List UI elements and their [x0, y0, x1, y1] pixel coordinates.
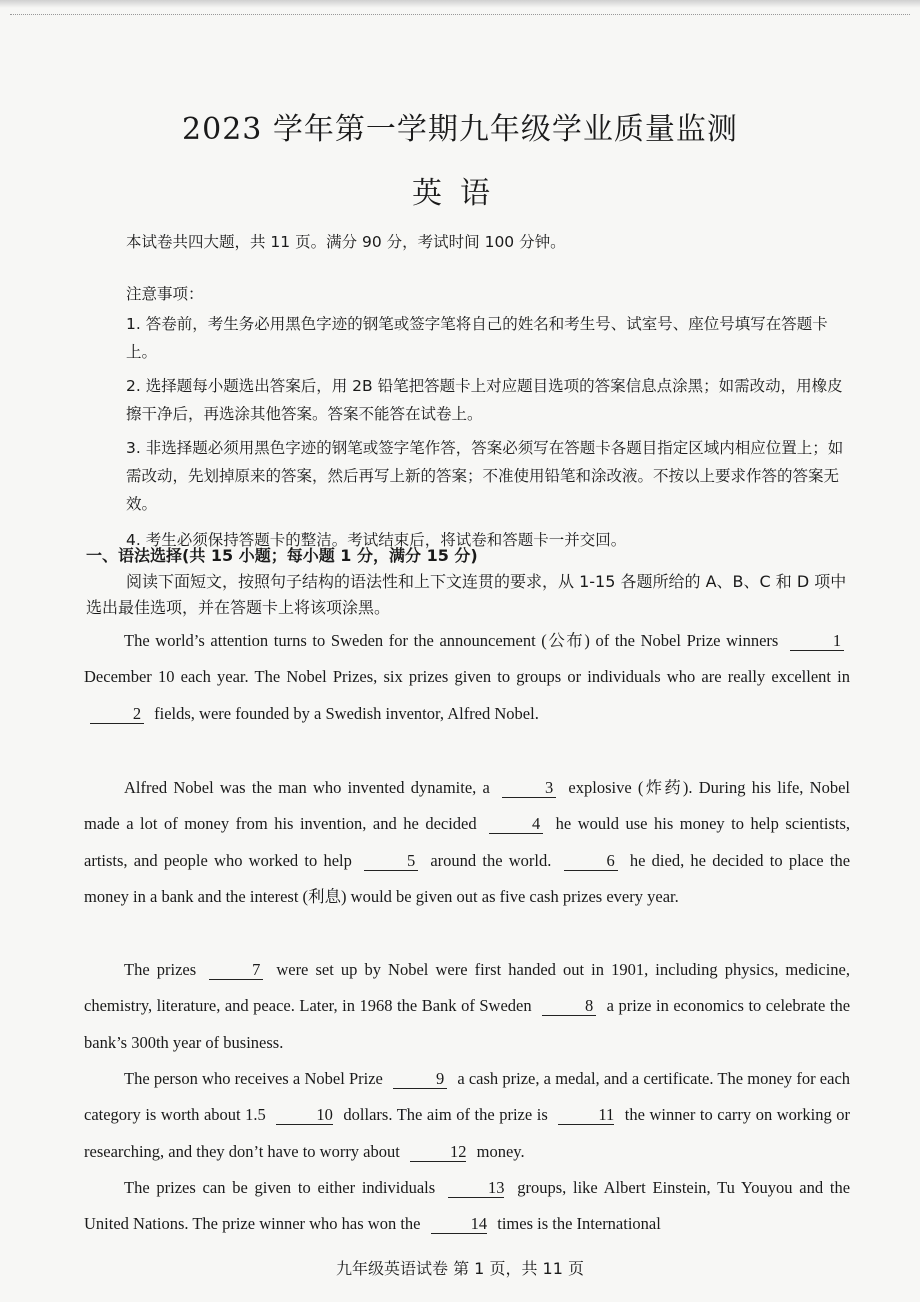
passage-text: a cash prize, a medal, and a certificate. The money for each category is worth about 1.5 [84, 1069, 851, 1125]
section-instruction-text: 阅读下面短文，按照句子结构的语法性和上下文连贯的要求，从 1-15 各题所给的 A、B、C 和 D 项中选出最佳选项，并在答题卡上将该项涂黑。 [86, 572, 847, 617]
note-item-3: 3. 非选择题必须用黑色字迹的钢笔或签字笔作答，答案必须写在答题卡各题目指定区域内相应位置上；如需改动，先划掉原来的答案，然后再写上新的答案；不准使用铅笔和涂改液。不按以上要求作答的答案无效。 [126, 439, 844, 513]
passage-text: times is the International [497, 1214, 661, 1234]
section-instruction [86, 569, 856, 621]
passage-paragraph-1 [84, 623, 850, 732]
scan-dotted-line [10, 14, 910, 15]
answer-blank-6: 6 [564, 852, 618, 871]
passage-text: explosive (炸药). During his life, Nobel made a lot of money from his invention, and he decided [84, 778, 850, 834]
page-footer: 九年级英语试卷 第 1 页，共 11 页 [336, 1259, 584, 1278]
notes-block [86, 280, 846, 554]
answer-blank-10: 10 [276, 1106, 333, 1125]
answer-blank-2: 2 [90, 705, 144, 724]
answer-blank-8: 8 [542, 997, 596, 1016]
answer-blank-9: 9 [393, 1070, 447, 1089]
subject-title: 英语 [412, 176, 508, 211]
note-item-4: 4. 考生必须保持答题卡的整洁。考试结束后，将试卷和答题卡一并交回。 [126, 531, 627, 549]
passage-text: Alfred Nobel was the man who invented dynamite, a [124, 778, 490, 797]
passage-text: a prize in economics to celebrate the bank’s 300th year of business. [84, 996, 851, 1052]
passage-text: fields, were founded by a Swedish inventor, Alfred Nobel. [154, 703, 539, 723]
passage-text: The prizes can be given to either individuals [124, 1178, 436, 1197]
answer-blank-7: 7 [209, 961, 263, 980]
answer-blank-3: 3 [502, 779, 556, 798]
answer-blank-13: 13 [448, 1179, 505, 1198]
passage-text: dollars. The aim of the prize is [343, 1105, 548, 1125]
passage-text: December 10 each year. The Nobel Prizes, six prizes given to groups or individuals who are really excellent in [84, 667, 850, 687]
page-title: 2023 学年第一学期九年级学业质量监测 [182, 112, 738, 147]
answer-blank-11: 11 [558, 1106, 614, 1125]
notes-heading: 注意事项： [126, 285, 204, 303]
passage-text: money. [476, 1141, 525, 1161]
answer-blank-1: 1 [790, 632, 844, 651]
passage-text: The person who receives a Nobel Prize [124, 1069, 383, 1088]
answer-blank-12: 12 [410, 1143, 467, 1162]
passage-paragraph-4 [84, 1061, 850, 1170]
passage-text: The prizes [124, 960, 197, 979]
exam-intro-text: 本试卷共四大题，共 11 页。满分 90 分，考试时间 100 分钟。 [126, 233, 566, 251]
passage-text: groups, like Albert Einstein, Tu Youyou and the United Nations. The prize winner who has won the [84, 1178, 851, 1234]
passage-text: around the world. [430, 850, 552, 870]
passage-text: the winner to carry on working or researching, and they don’t have to worry about [84, 1105, 851, 1161]
answer-blank-5: 5 [364, 852, 418, 871]
passage-text: The world’s attention turns to Sweden for the announcement (公布) of the Nobel Prize winners [124, 631, 779, 650]
note-item-1: 1. 答卷前，考生务必用黑色字迹的钢笔或签字笔将自己的姓名和考生号、试室号、座位号填写在答题卡上。 [126, 315, 828, 361]
passage-paragraph-2 [84, 770, 850, 916]
exam-intro [86, 228, 846, 256]
answer-blank-4: 4 [489, 815, 543, 834]
passage-text: were set up by Nobel were first handed out in 1901, including physics, medicine, chemistry, literature, and peace. Later, in 1968 the Bank of Sweden [84, 960, 851, 1016]
note-item-2: 2. 选择题每小题选出答案后，用 2B 铅笔把答题卡上对应题目选项的答案信息点涂黑；如需改动，用橡皮擦干净后，再选涂其他答案。答案不能答在试卷上。 [126, 377, 843, 423]
passage-text: he died, he decided to place the money in a bank and the interest (利息) would be given out as five cash prizes every year. [84, 850, 851, 907]
scan-edge [0, 0, 920, 8]
passage-paragraph-5 [84, 1170, 850, 1243]
section-heading: 一、语法选择(共 15 小题；每小题 1 分，满分 15 分) [86, 546, 478, 565]
passage-text: he would use his money to help scientists, artists, and people who worked to help [84, 814, 851, 870]
answer-blank-14: 14 [431, 1215, 488, 1234]
passage-paragraph-3 [84, 952, 850, 1061]
